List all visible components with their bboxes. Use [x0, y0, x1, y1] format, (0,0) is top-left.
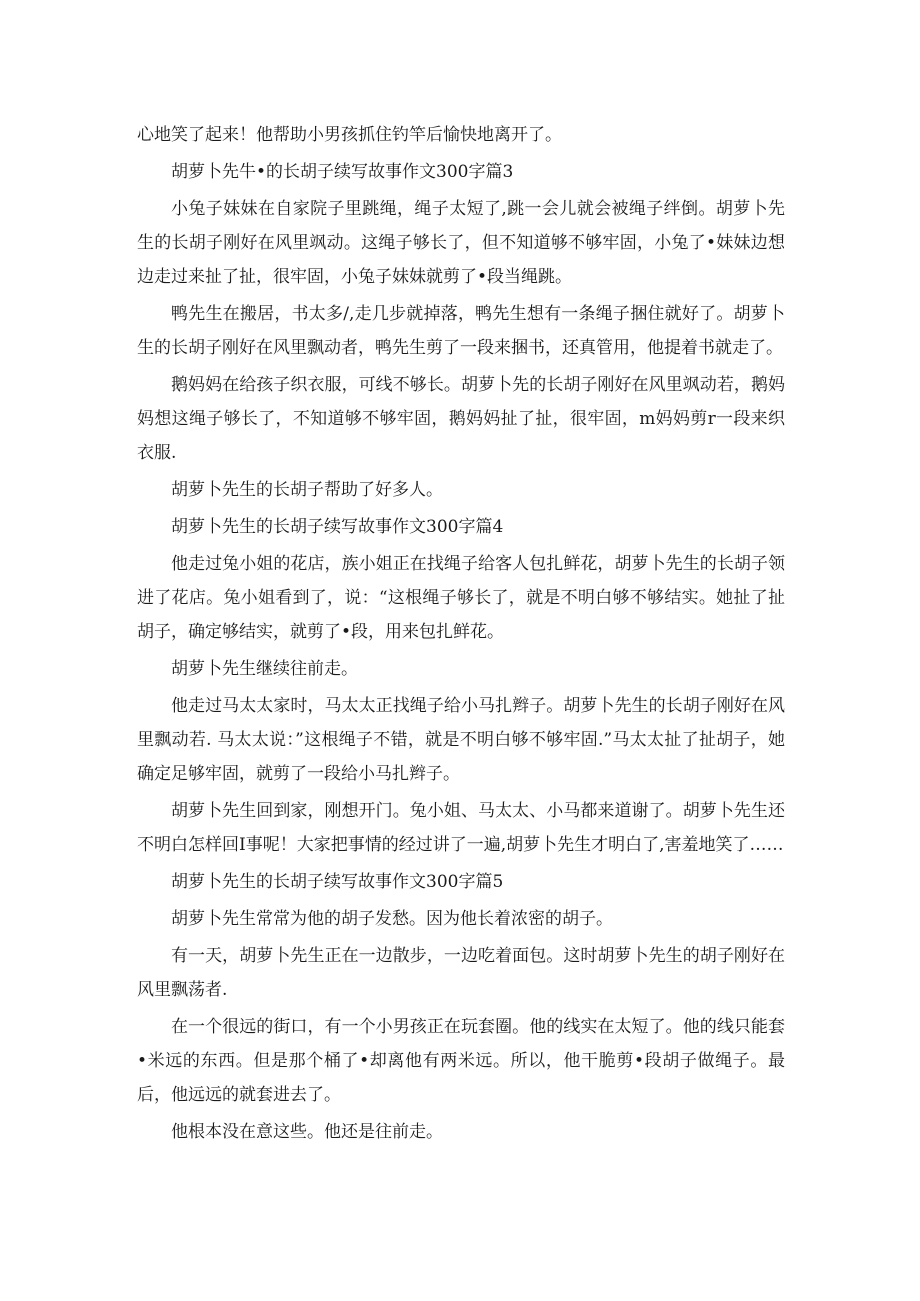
- paragraph: 他根本没在意这些。他还是往前走。: [171, 1122, 443, 1142]
- section-heading-5: 胡萝卜先生的长胡子续写故事作文300字篇5: [171, 872, 504, 892]
- paragraph: 鸭先生在搬居，书太多/,走几步就掉落，鸭先生想有一条绳子捆住就好了。胡萝卜生的长胡子刚好在风里飘动者，鸭先生剪了一段来捆书，还真管用，他提着书就走了。: [137, 304, 785, 358]
- paragraph: 小兔子妹妹在自家院子里跳绳，绳子太短了,跳一会儿就会被绳子绊倒。胡萝卜先生的长胡子刚好在风里飒动。这绳子够长了，但不知道够不够牢固，小兔了•妹妹边想边走过来扯了扯，很牢固，小兔子妹妹就剪了•段当绳跳。: [137, 199, 785, 287]
- paragraph: 他走过马太太家时，马太太正找绳子给小马扎辫子。胡萝卜先生的长胡子刚好在风里飘动若. 马太太说：”这根绳子不错，就是不明白够不够牢固.”马太太扯了扯胡子，她确定足够牢固，就剪了一段给小马扎辫子。: [137, 696, 785, 784]
- document-body: [137, 118, 785, 1152]
- paragraph: 鹅妈妈在给孩子织衣服，可线不够长。胡萝卜先的长胡子刚好在风里飒动若，鹅妈妈想这绳子够长了，不知道够不够牢固，鹅妈妈扯了扯，很牢固，m妈妈剪r一段来织衣服.: [137, 375, 785, 463]
- paragraph: 有一天，胡萝卜先生正在一边散步，一边吃着面包。这时胡萝卜先生的胡子刚好在风里飘荡者.: [137, 946, 785, 1000]
- paragraph: 胡萝卜先生的长胡子帮助了好多人。: [171, 480, 443, 500]
- paragraph: 胡萝卜先生继续往前走。: [171, 659, 358, 679]
- paragraph: 胡萝卜先生常常为他的胡子发愁。因为他长着浓密的胡子。: [171, 909, 613, 929]
- paragraph-continuation: 心地笑了起来！他帮助小男孩抓住钓竿后愉快地离开了。: [137, 125, 562, 145]
- paragraph: 他走过兔小姐的花店，族小姐正在找绳子给客人包扎鲜花，胡萝卜先生的长胡子领进了花店。兔小姐看到了，说：“这根绳子够长了，就是不明白够不够结实。她扯了扯胡子，确定够结实，就剪了•段，用来包扎鲜花。: [137, 554, 785, 642]
- paragraph: 在一个很远的街口，有一个小男孩正在玩套圈。他的线实在太短了。他的线只能套•米远的东西。但是那个桶了•却离他有两米远。所以，他干脆剪•段胡子做绳子。最后，他远远的就套进去了。: [137, 1017, 785, 1105]
- section-heading-3: 胡萝卜先牛•的长胡子续写故事作文300字篇3: [171, 162, 514, 182]
- paragraph: 胡萝卜先生回到家，刚想开门。兔小姐、马太太、小马都来道谢了。胡萝卜先生还不明白怎样回I事呢！大家把事情的经过讲了一遍,胡萝卜先生才明白了,害羞地笑了……: [137, 801, 785, 855]
- section-heading-4: 胡萝卜先生的长胡子续写故事作文300字篇4: [171, 517, 504, 537]
